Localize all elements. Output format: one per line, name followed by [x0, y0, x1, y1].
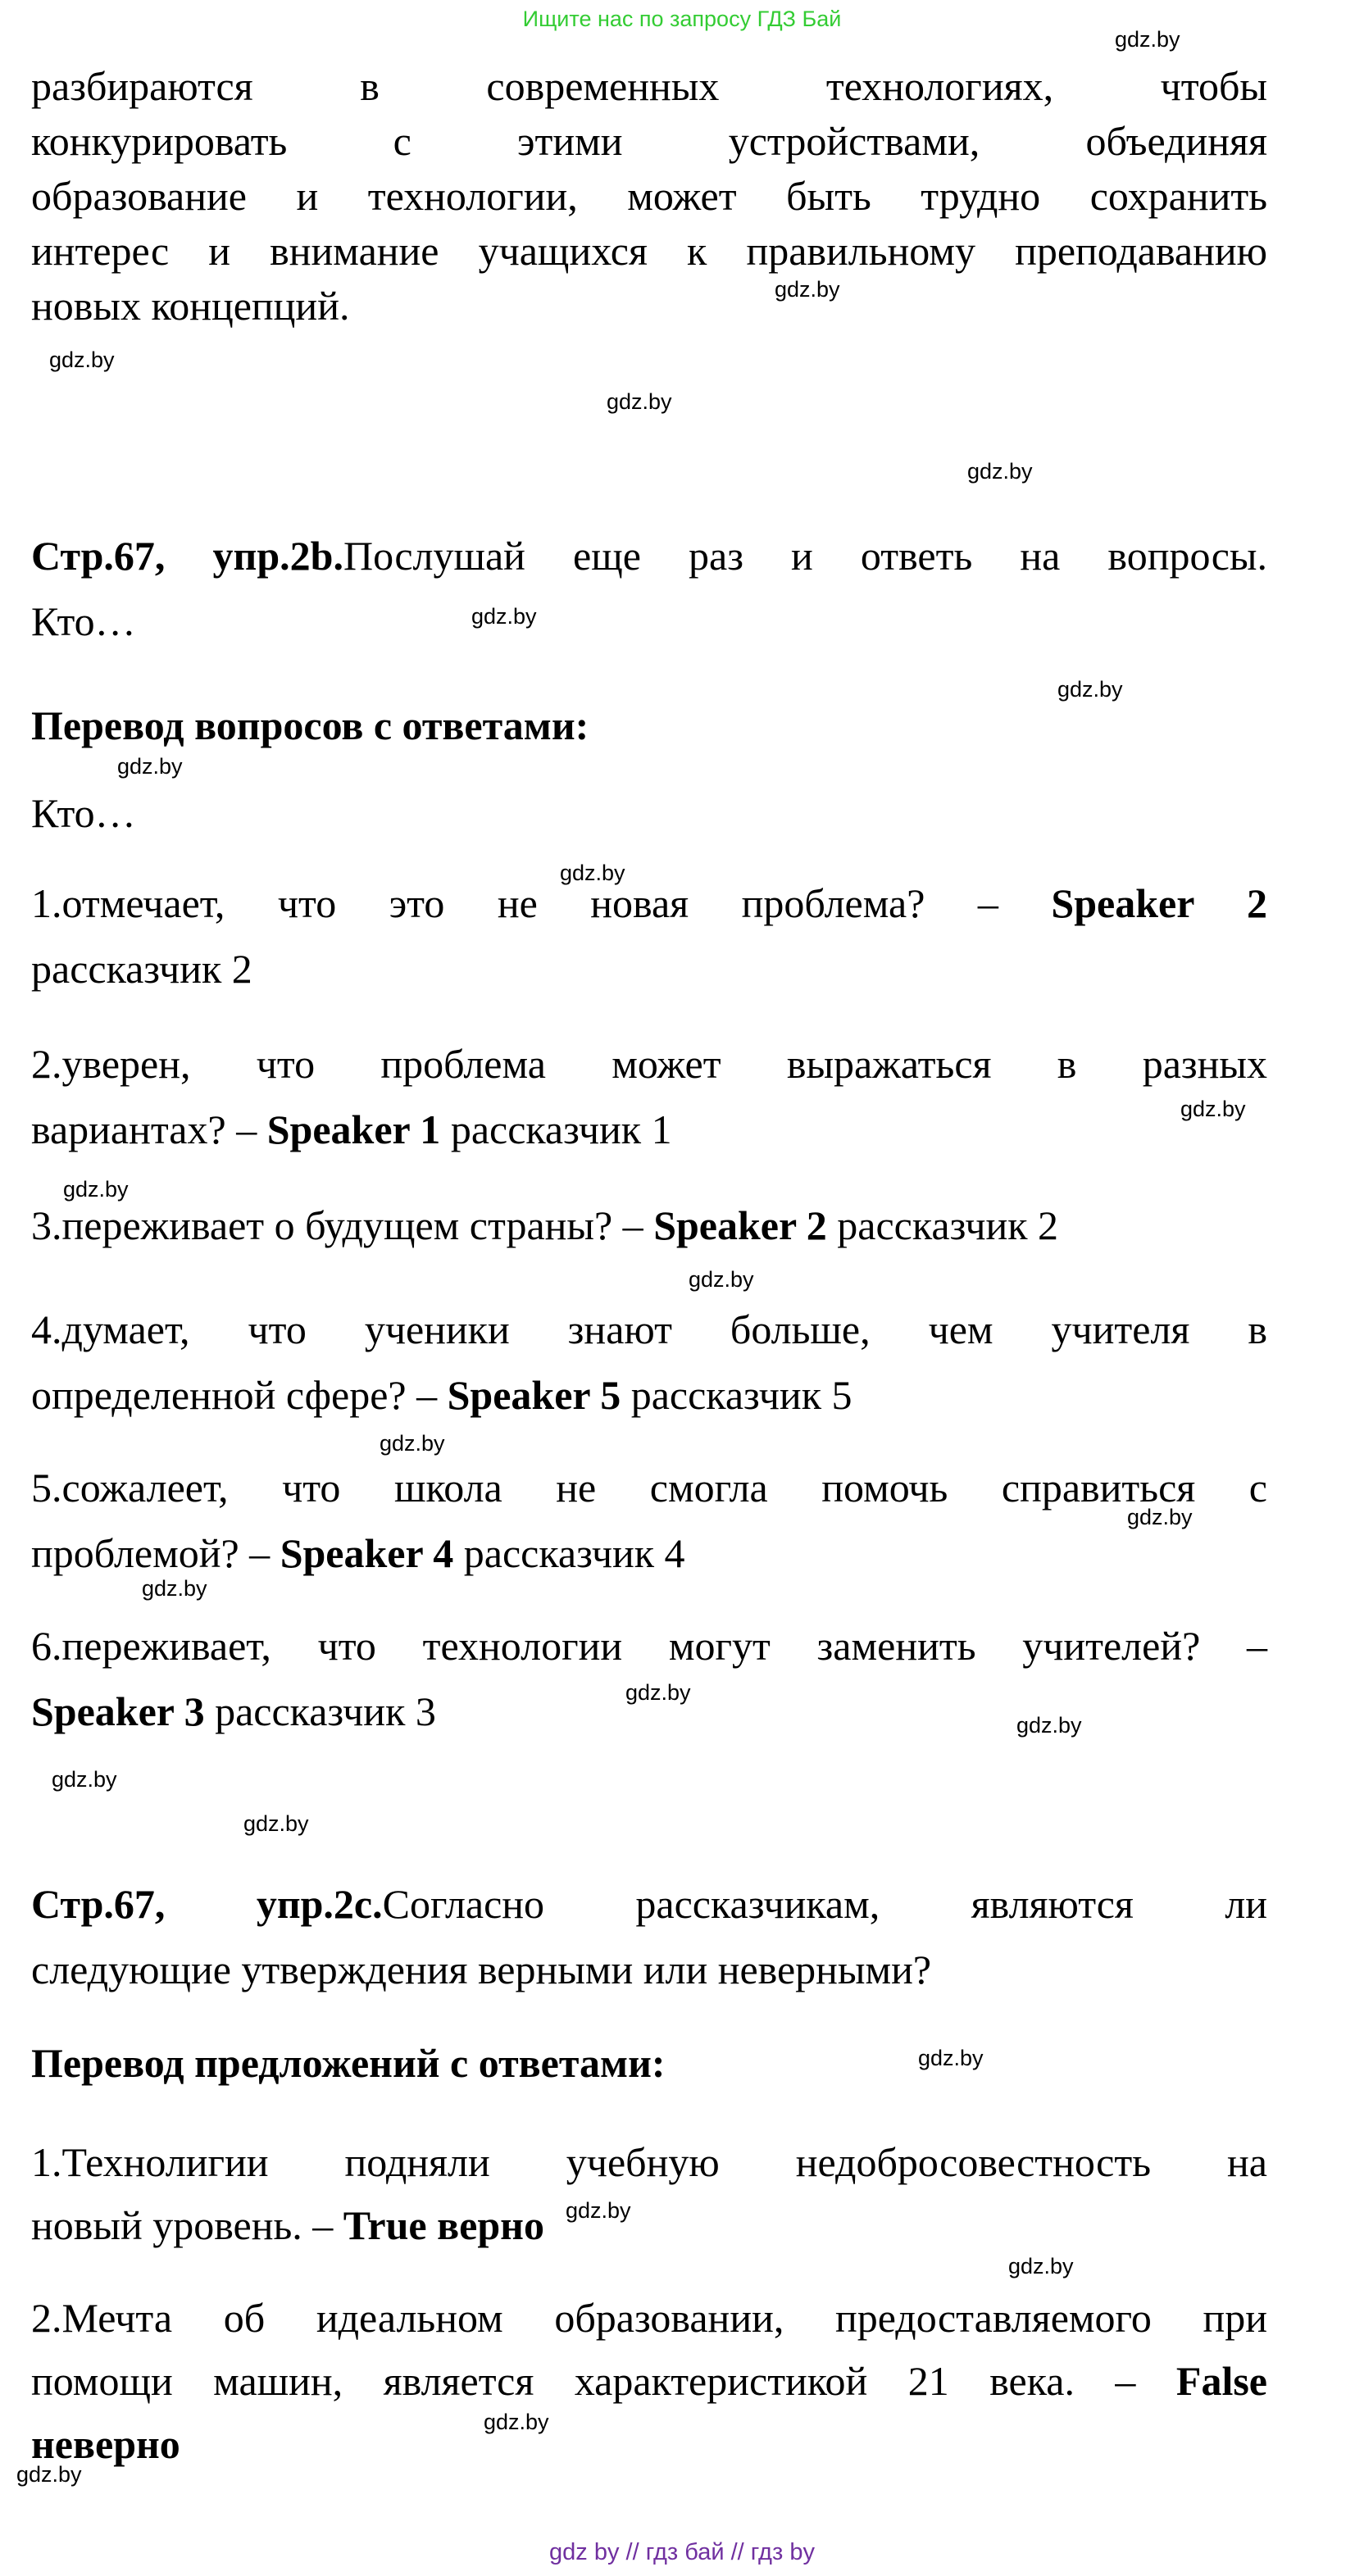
gdz-watermark: gdz.by — [1016, 1713, 1082, 1738]
gdz-watermark: gdz.by — [1115, 27, 1180, 52]
question-line: 4.думает, что ученики знают больше, чем учителя в — [31, 1306, 1267, 1352]
speaker-answer: Speaker 1 — [266, 1106, 441, 1152]
question-line: Speaker 3 рассказчик 3 — [31, 1688, 436, 1734]
speaker-answer: Speaker 5 — [447, 1372, 621, 1418]
gdz-watermark: gdz.by — [243, 1811, 309, 1836]
question-5 — [31, 1455, 1267, 1586]
gdz-watermark: gdz.by — [560, 861, 625, 885]
exercise-2b-number: Стр.67, упр.2b. — [31, 533, 343, 579]
question-line: 2.уверен, что проблема может выражаться в разных — [31, 1041, 1267, 1087]
speaker-answer: Speaker 3 — [31, 1688, 205, 1734]
gdz-watermark: gdz.by — [918, 2046, 984, 2070]
gdz-watermark: gdz.by — [471, 604, 537, 629]
statement-1 — [31, 2131, 1267, 2257]
intro-line: образование и технологии, может быть трудно сохранить — [31, 173, 1267, 219]
exercise-2b-task: Послушай еще раз и ответь на вопросы. — [343, 533, 1267, 579]
question-2 — [31, 1031, 1267, 1162]
true-false-answer: True верно — [343, 2202, 544, 2248]
speaker-answer: Speaker 2 — [1051, 880, 1267, 926]
question-line: рассказчик 2 — [31, 946, 252, 992]
question-4 — [31, 1297, 1267, 1428]
gdz-watermark: gdz.by — [1057, 677, 1123, 702]
question-line: вариантах? – Speaker 1 рассказчик 1 — [31, 1106, 672, 1152]
green-promo-banner: Ищите нас по запросу ГДЗ Бай — [522, 7, 842, 31]
question-line: 6.переживает, что технологии могут заменить учителей? – — [31, 1623, 1267, 1669]
statement-line — [31, 2413, 1267, 2476]
exercise-2b-heading — [31, 523, 1267, 654]
exercise-2c-number: Стр.67, упр.2c. — [31, 1881, 383, 1927]
gdz-watermark: gdz.by — [775, 277, 840, 302]
questions-subheading-text: Перевод вопросов с ответами: — [31, 702, 589, 748]
question-line: 1.отмечает, что это не новая проблема? – Speaker 2 — [31, 880, 1267, 926]
exercise-2c-heading — [31, 1871, 1267, 2002]
who-line-2: Кто… — [31, 790, 136, 836]
gdz-watermark: gdz.by — [380, 1431, 445, 1456]
sentences-subheading — [31, 2030, 1267, 2096]
exercise-2c-title-line — [31, 1871, 1267, 1937]
question-line: определенной сфере? – Speaker 5 рассказчик 5 — [31, 1372, 852, 1418]
statement-line: 2.Мечта об идеальном образовании, предоставляемого при — [31, 2295, 1267, 2341]
gdz-watermark: gdz.by — [607, 389, 672, 414]
statement-line: помощи машин, является характеристикой 21 века. – False — [31, 2358, 1267, 2404]
gdz-watermark: gdz.by — [63, 1177, 129, 1202]
true-false-answer: неверно — [31, 2421, 180, 2467]
gdz-watermark: gdz.by — [1008, 2254, 1074, 2278]
exercise-2c-task-line2: следующие утверждения верными или неверными? — [31, 1947, 932, 1992]
statement-line: новый уровень. – True верно — [31, 2202, 544, 2248]
gdz-watermark: gdz.by — [689, 1267, 754, 1292]
gdz-watermark: gdz.by — [52, 1767, 117, 1792]
gdz-watermark: gdz.by — [566, 2198, 631, 2223]
question-line: 5.сожалеет, что школа не смогла помочь справиться с — [31, 1465, 1267, 1511]
intro-line: интерес и внимание учащихся к правильному преподаванию — [31, 228, 1267, 274]
gdz-watermark: gdz.by — [142, 1576, 207, 1601]
questions-subheading — [31, 693, 1267, 758]
gdz-watermark: gdz.by — [484, 2410, 549, 2434]
true-false-answer: False — [1175, 2358, 1267, 2404]
gdz-watermark: gdz.by — [16, 2462, 82, 2487]
exercise-2b-title-line — [31, 523, 1267, 588]
gdz-watermark: gdz.by — [117, 754, 183, 779]
gdz-watermark: gdz.by — [967, 459, 1033, 484]
statement-2 — [31, 2287, 1267, 2476]
intro-line: конкурировать с этими устройствами, объединяя — [31, 118, 1267, 164]
speaker-answer: Speaker 4 — [280, 1530, 454, 1576]
intro-line: разбираются в современных технологиях, чтобы — [31, 63, 1267, 109]
question-line: 3.переживает о будущем страны? – Speaker 2 рассказчик 2 — [31, 1202, 1059, 1248]
gdz-watermark: gdz.by — [49, 348, 115, 372]
purple-footer: gdz by // гдз бай // гдз by — [549, 2539, 815, 2565]
speaker-answer: Speaker 2 — [653, 1202, 827, 1248]
gdz-watermark: gdz.by — [625, 1680, 691, 1705]
exercise-2c-task: Согласно рассказчикам, являются ли — [382, 1881, 1267, 1927]
gdz-watermark: gdz.by — [1180, 1097, 1246, 1121]
sentences-subheading-text: Перевод предложений с ответами: — [31, 2040, 666, 2086]
intro-paragraph — [31, 59, 1267, 334]
question-1 — [31, 870, 1267, 1002]
who-line: Кто… — [31, 598, 136, 644]
question-3 — [31, 1193, 1267, 1258]
question-line: проблемой? – Speaker 4 рассказчик 4 — [31, 1530, 685, 1576]
gdz-watermark: gdz.by — [1127, 1505, 1193, 1529]
statement-line: 1.Технолигии подняли учебную недобросовестность на — [31, 2139, 1267, 2185]
intro-line: новых концепций. — [31, 283, 350, 329]
